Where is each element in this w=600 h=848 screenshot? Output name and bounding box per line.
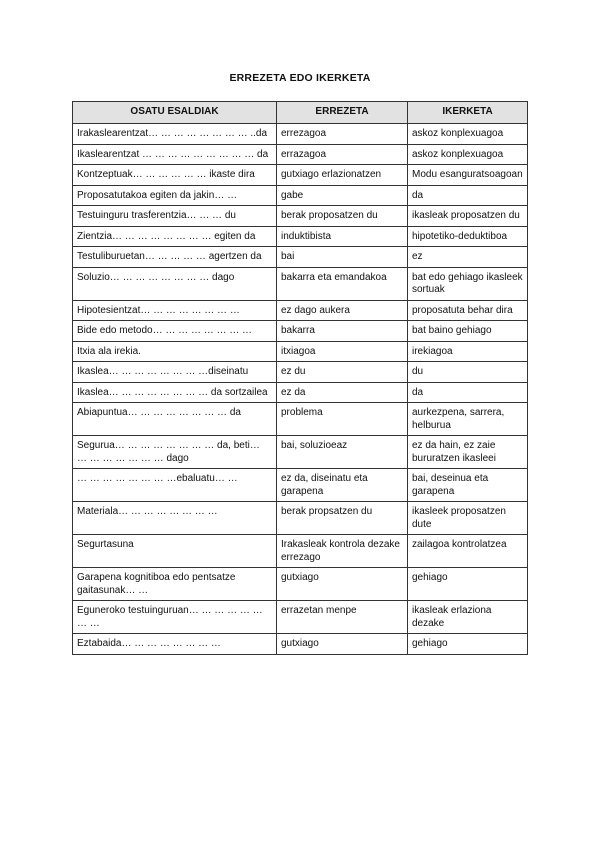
table-row xyxy=(73,568,528,601)
cell-errezeta: gabe xyxy=(277,185,408,206)
cell-sentence: Ikaslea… … … … … … … …diseinatu xyxy=(73,362,277,383)
cell-sentence: Bide edo metodo… … … … … … … … xyxy=(73,321,277,342)
cell-errezeta: problema xyxy=(277,403,408,436)
table-row xyxy=(73,226,528,247)
cell-sentence: Materiala… … … … … … … … xyxy=(73,502,277,535)
table-row xyxy=(73,601,528,634)
cell-errezeta: ez da, diseinatu eta garapena xyxy=(277,469,408,502)
table-row xyxy=(73,362,528,383)
table-row xyxy=(73,436,528,469)
cell-errezeta: errazetan menpe xyxy=(277,601,408,634)
cell-ikerketa: Modu esanguratsoagoan xyxy=(408,165,528,186)
table-row xyxy=(73,247,528,268)
cell-ikerketa: da xyxy=(408,185,528,206)
cell-ikerketa: ez da hain, ez zaie bururatzen ikasleei xyxy=(408,436,528,469)
page-title: ERREZETA EDO IKERKETA xyxy=(229,72,371,84)
table-row xyxy=(73,634,528,655)
table-row xyxy=(73,185,528,206)
table-row xyxy=(73,502,528,535)
cell-sentence: Soluzio… … … … … … … … dago xyxy=(73,267,277,300)
cell-ikerketa: bai, deseinua eta garapena xyxy=(408,469,528,502)
cell-sentence: Eguneroko testuinguruan… … … … … … … … xyxy=(73,601,277,634)
header-ikerketa: IKERKETA xyxy=(408,102,528,124)
cell-ikerketa: ikasleak proposatzen du xyxy=(408,206,528,227)
table-row xyxy=(73,206,528,227)
cell-sentence: Kontzeptuak… … … … … … ikaste dira xyxy=(73,165,277,186)
cell-sentence: Segurtasuna xyxy=(73,535,277,568)
table-row xyxy=(73,165,528,186)
cell-sentence: Zientzia… … … … … … … … egiten da xyxy=(73,226,277,247)
table-row xyxy=(73,300,528,321)
cell-ikerketa: zailagoa kontrolatzea xyxy=(408,535,528,568)
table-row xyxy=(73,321,528,342)
cell-ikerketa: irekiagoa xyxy=(408,341,528,362)
cell-errezeta: errazagoa xyxy=(277,144,408,165)
cell-ikerketa: gehiago xyxy=(408,568,528,601)
cell-sentence: Abiapuntua… … … … … … … … da xyxy=(73,403,277,436)
cell-ikerketa: hipotetiko-deduktiboa xyxy=(408,226,528,247)
table-row xyxy=(73,267,528,300)
cell-ikerketa: ez xyxy=(408,247,528,268)
cell-errezeta: ez du xyxy=(277,362,408,383)
cell-sentence: Testuliburuetan… … … … … agertzen da xyxy=(73,247,277,268)
cell-errezeta: errezagoa xyxy=(277,124,408,145)
cell-errezeta: bakarra eta emandakoa xyxy=(277,267,408,300)
table-row xyxy=(73,382,528,403)
cell-sentence: Testuinguru trasferentzia… … … du xyxy=(73,206,277,227)
cell-ikerketa: du xyxy=(408,362,528,383)
table-row xyxy=(73,403,528,436)
cell-ikerketa: askoz konplexuagoa xyxy=(408,124,528,145)
cell-errezeta: berak propsatzen du xyxy=(277,502,408,535)
cell-ikerketa: da xyxy=(408,382,528,403)
table-header-row xyxy=(73,102,528,124)
cell-sentence: Proposatutakoa egiten da jakin… … xyxy=(73,185,277,206)
cell-ikerketa: askoz konplexuagoa xyxy=(408,144,528,165)
table-row xyxy=(73,469,528,502)
cell-sentence: Garapena kognitiboa edo pentsatze gaitasunak… … xyxy=(73,568,277,601)
header-errezeta: ERREZETA xyxy=(277,102,408,124)
cell-errezeta: gutxiago xyxy=(277,568,408,601)
cell-sentence: Segurua… … … … … … … … da, beti… … … … … … … … dago xyxy=(73,436,277,469)
cell-ikerketa: bat baino gehiago xyxy=(408,321,528,342)
cell-ikerketa: gehiago xyxy=(408,634,528,655)
cell-ikerketa: ikasleak erlaziona dezake xyxy=(408,601,528,634)
table-row xyxy=(73,341,528,362)
cell-sentence: … … … … … … … …ebaluatu… … xyxy=(73,469,277,502)
header-osatu-esaldiak: OSATU ESALDIAK xyxy=(73,102,277,124)
cell-sentence: Irakaslearentzat… … … … … … … … ..da xyxy=(73,124,277,145)
table-row xyxy=(73,124,528,145)
cell-errezeta: bai, soluzioeaz xyxy=(277,436,408,469)
cell-errezeta: ez da xyxy=(277,382,408,403)
cell-sentence: Itxia ala irekia. xyxy=(73,341,277,362)
cell-errezeta: gutxiago erlazionatzen xyxy=(277,165,408,186)
table-row xyxy=(73,144,528,165)
cell-errezeta: Irakasleak kontrola dezake errezago xyxy=(277,535,408,568)
cell-sentence: Ikaslearentzat … … … … … … … … … da xyxy=(73,144,277,165)
comparison-table xyxy=(72,101,528,655)
cell-sentence: Hipotesientzat… … … … … … … … xyxy=(73,300,277,321)
cell-ikerketa: bat edo gehiago ikasleek sortuak xyxy=(408,267,528,300)
cell-ikerketa: ikasleek proposatzen dute xyxy=(408,502,528,535)
cell-errezeta: bakarra xyxy=(277,321,408,342)
cell-sentence: Eztabaida… … … … … … … … xyxy=(73,634,277,655)
cell-errezeta: berak proposatzen du xyxy=(277,206,408,227)
cell-ikerketa: aurkezpena, sarrera, helburua xyxy=(408,403,528,436)
cell-errezeta: itxiagoa xyxy=(277,341,408,362)
cell-errezeta: induktibista xyxy=(277,226,408,247)
table-row xyxy=(73,535,528,568)
cell-errezeta: bai xyxy=(277,247,408,268)
cell-ikerketa: proposatuta behar dira xyxy=(408,300,528,321)
cell-errezeta: gutxiago xyxy=(277,634,408,655)
cell-sentence: Ikaslea… … … … … … … … da sortzailea xyxy=(73,382,277,403)
cell-errezeta: ez dago aukera xyxy=(277,300,408,321)
